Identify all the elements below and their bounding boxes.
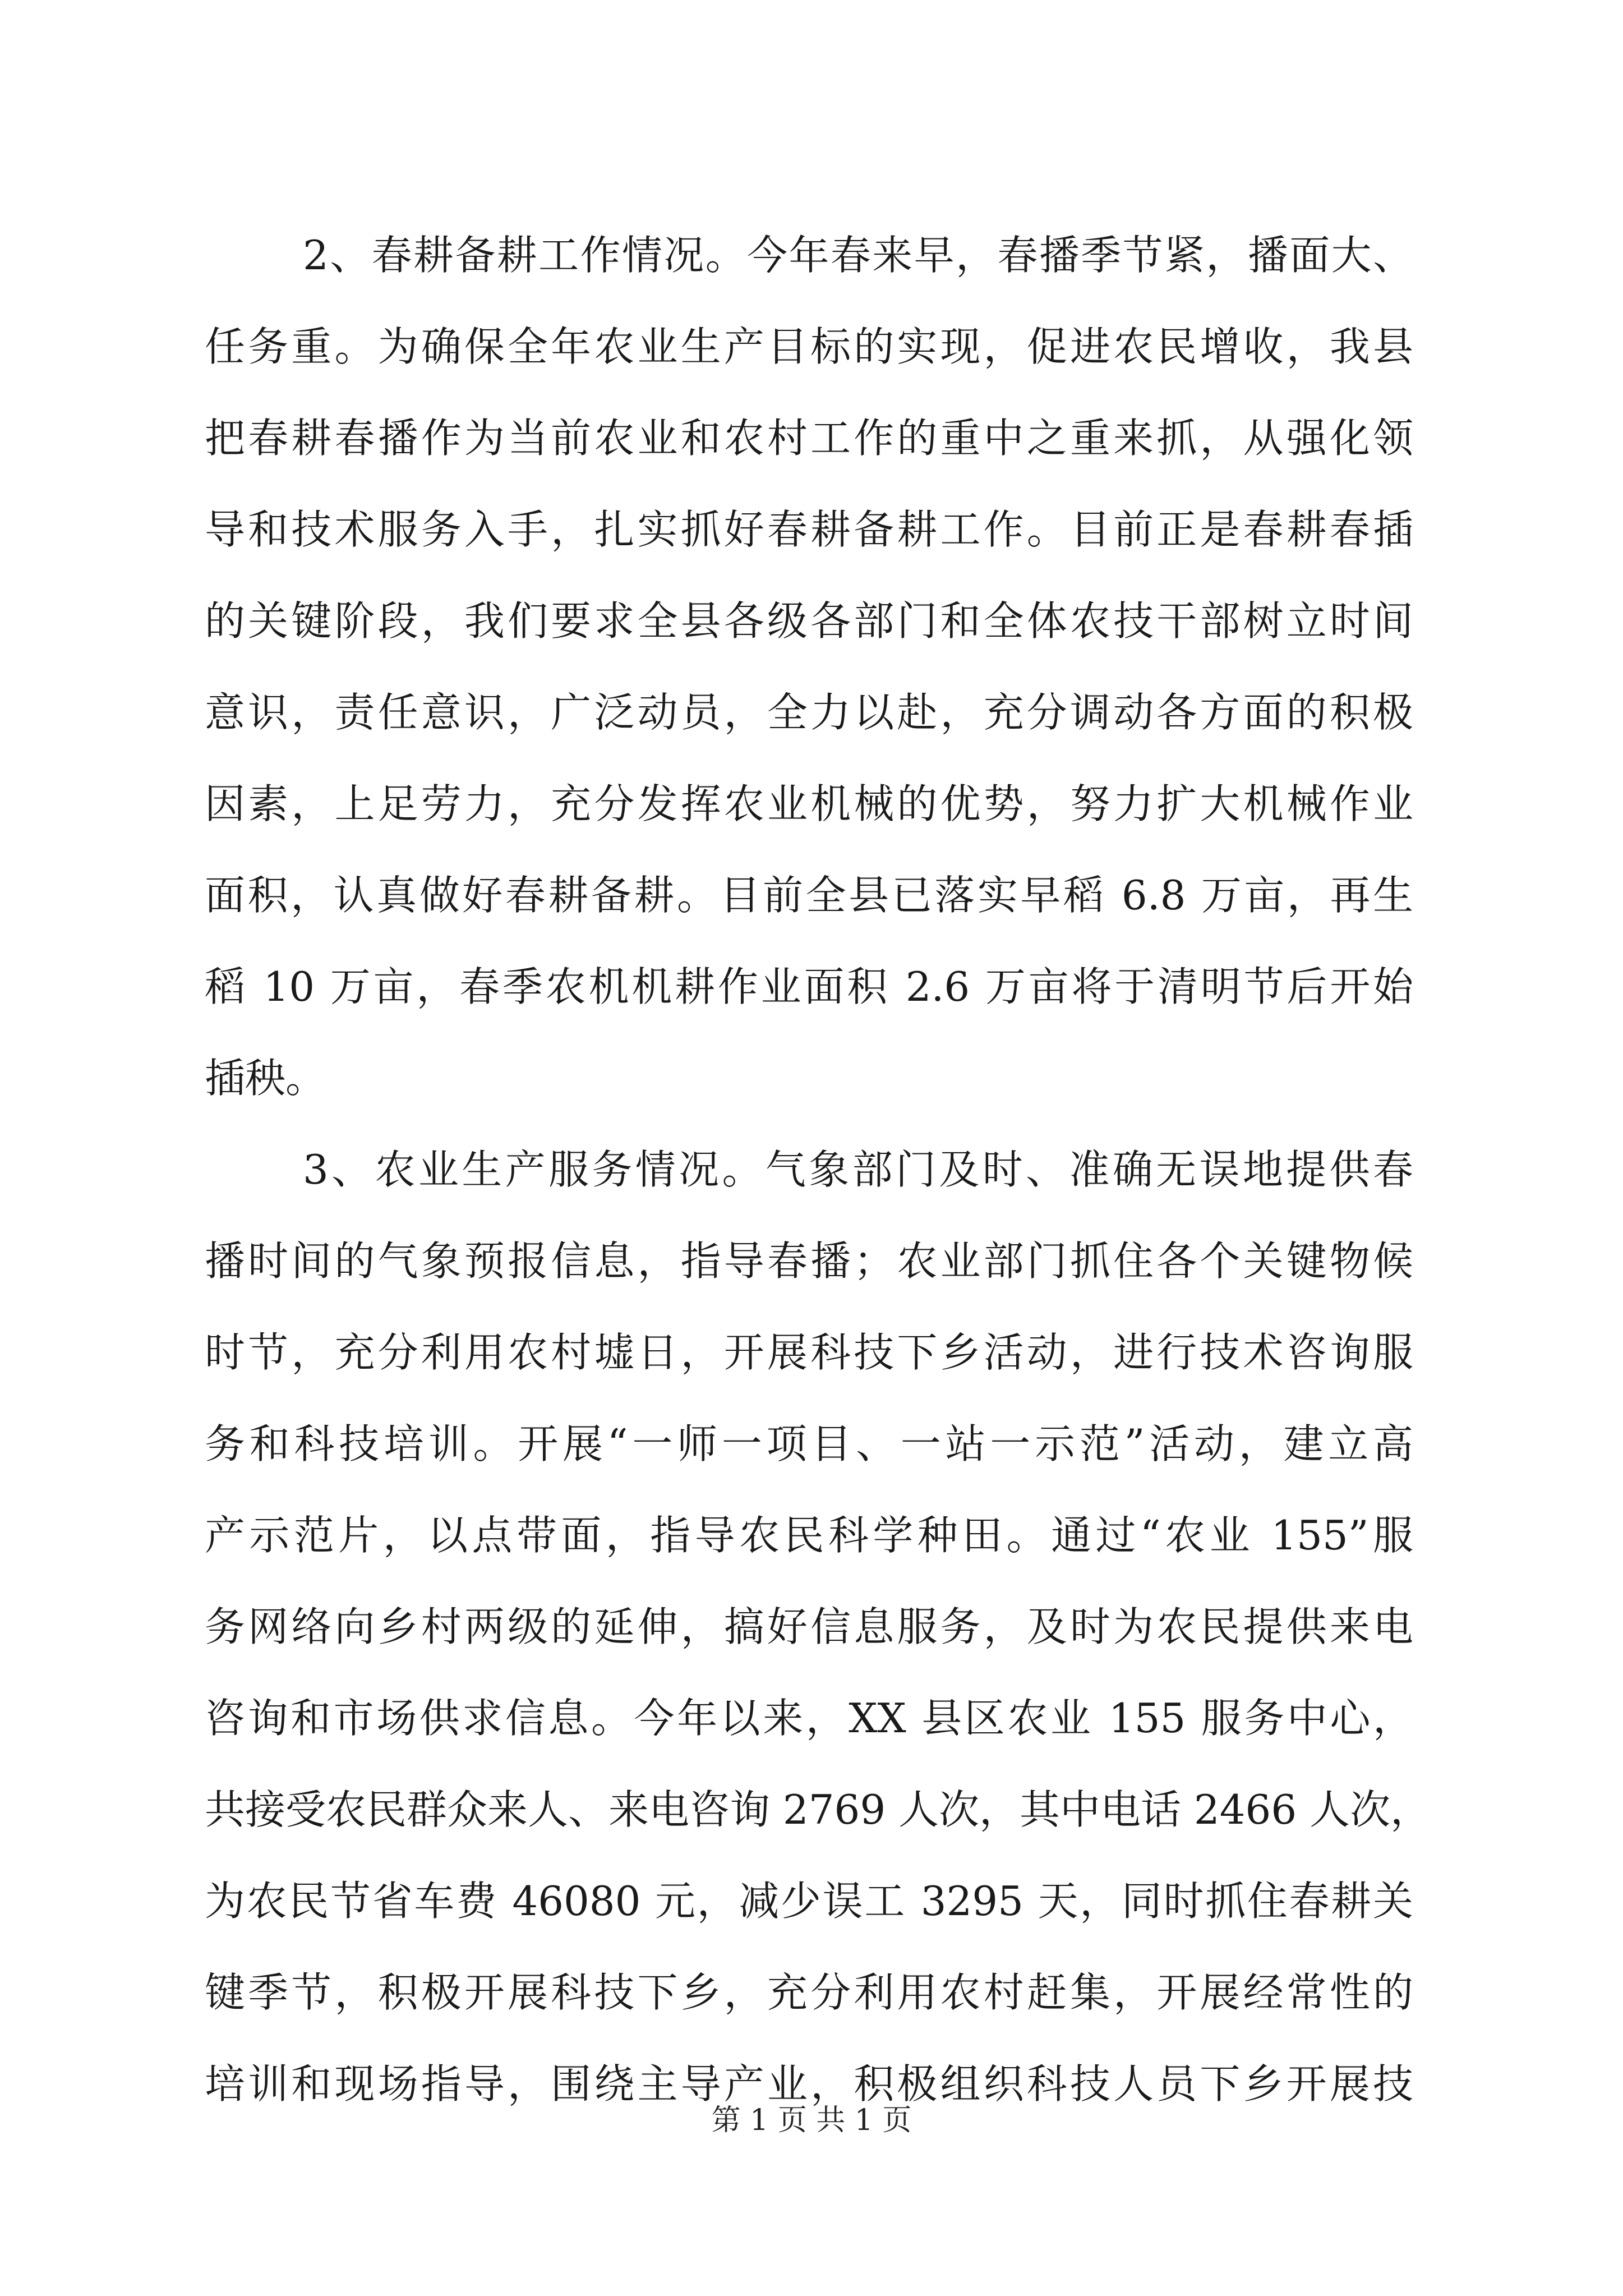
paragraph-line (0, 585, 1623, 657)
page-number-label: 第 1 页 共 1 页 (711, 2104, 912, 2137)
paragraph-1-line-9: 稻 10 万亩，春季农机机耕作业面积 2.6 万亩将于清明节后开始 (205, 963, 1413, 1010)
paragraph-1-line-3: 把春耕春播作为当前农业和农村工作的重中之重来抓，从强化领 (205, 415, 1413, 462)
paragraph-line (0, 1042, 1623, 1115)
paragraph-line (0, 1499, 1623, 1572)
paragraph-line (0, 1682, 1623, 1755)
paragraph-2-line-2: 播时间的气象预报信息，指导春播；农业部门抓住各个关键物候 (205, 1237, 1413, 1285)
paragraph-line (0, 950, 1623, 1023)
paragraph-1-line-4: 导和技术服务入手，扎实抓好春耕备耕工作。目前正是春耕春插 (205, 506, 1413, 553)
paragraph-line (0, 859, 1623, 932)
paragraph-2-line-11: 培训和现场指导，围绕主导产业，积极组织科技人员下乡开展技 (205, 2060, 1413, 2108)
paragraph-line (0, 1133, 1623, 1206)
paragraph-2-line-5: 产示范片，以点带面，指导农民科学种田。通过“农业 155”服 (205, 1512, 1413, 1559)
paragraph-2-line-9: 为农民节省车费 46080 元，减少误工 3295 天，同时抓住春耕关 (205, 1878, 1413, 1925)
paragraph-line (0, 1773, 1623, 1846)
paragraph-2-line-10: 键季节，积极开展科技下乡，充分利用农村赶集，开展经常性的 (205, 1969, 1413, 2016)
paragraph-line (0, 493, 1623, 566)
paragraph-line (0, 310, 1623, 383)
paragraph-2-line-3: 时节，充分利用农村墟日，开展科技下乡活动，进行技术咨询服 (205, 1329, 1413, 1376)
paragraph-1-line-5: 的关键阶段，我们要求全县各级各部门和全体农技干部树立时间 (205, 597, 1413, 645)
paragraph-line (0, 219, 1623, 292)
paragraph-1-line-6: 意识，责任意识，广泛动员，全力以赴，充分调动各方面的积极 (205, 689, 1413, 736)
paragraph-line (0, 1956, 1623, 2029)
paragraph-2-line-6: 务网络向乡村两级的延伸，搞好信息服务，及时为农民提供来电 (205, 1603, 1413, 1650)
paragraph-2-line-8: 共接受农民群众来人、来电咨询 2769 人次，其中电话 2466 人次， (205, 1786, 1431, 1833)
paragraph-line (0, 1225, 1623, 1297)
page-footer (0, 2098, 1623, 2143)
paragraph-line (0, 1590, 1623, 1663)
paragraph-1-line-2: 任务重。为确保全年农业生产目标的实现，促进农民增收，我县 (205, 323, 1413, 370)
paragraph-2-line-4: 务和科技培训。开展“一师一项目、一站一示范”活动，建立高 (205, 1420, 1413, 1467)
paragraph-1-line-8: 面积，认真做好春耕备耕。目前全县已落实早稻 6.8 万亩，再生 (205, 872, 1413, 919)
paragraph-1-line-7: 因素，上足劳力，充分发挥农业机械的优势，努力扩大机械作业 (205, 780, 1413, 827)
paragraph-line (0, 1316, 1623, 1389)
paragraph-line (0, 1865, 1623, 1938)
paragraph-line (0, 767, 1623, 840)
paragraph-line (0, 402, 1623, 475)
paragraph-line (0, 676, 1623, 749)
paragraph-2-line-1: 3、农业生产服务情况。气象部门及时、准确无误地提供春 (303, 1146, 1413, 1193)
paragraph-line (0, 1407, 1623, 1480)
paragraph-2-line-7: 咨询和市场供求信息。今年以来，XX 县区农业 155 服务中心， (205, 1695, 1413, 1742)
paragraph-1-line-1: 2、春耕备耕工作情况。今年春来早，春播季节紧，播面大、 (303, 232, 1413, 279)
paragraph-1-line-10: 插秧。 (205, 1055, 326, 1102)
